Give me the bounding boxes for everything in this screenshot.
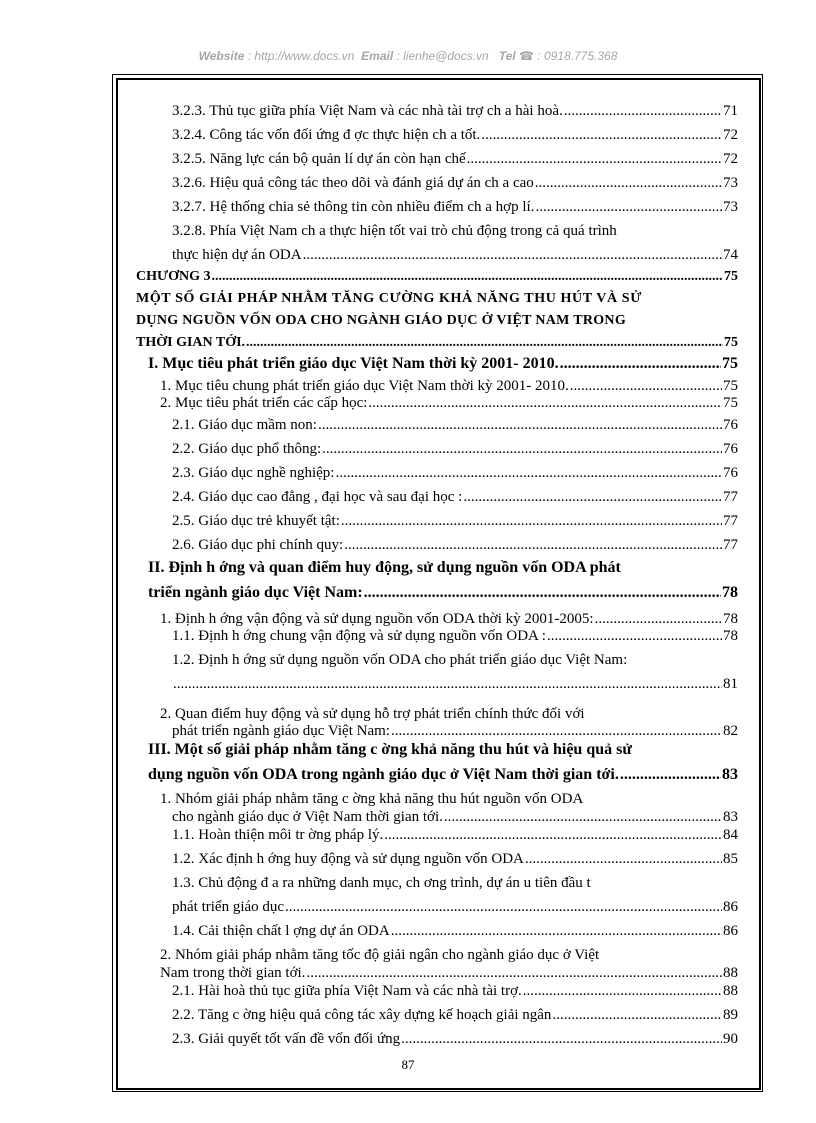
toc-entry-title: CHƯƠNG 3 xyxy=(136,269,211,284)
toc-entry-title: 1.1. Định h ớng chung vận động và sử dụng nguồn vốn ODA : xyxy=(172,628,546,644)
phone-number: : 0918.775.368 xyxy=(537,49,618,63)
toc-entry[interactable] xyxy=(172,850,738,868)
toc-entry[interactable] xyxy=(172,536,738,554)
toc-entry-title: 1. Định h ớng vận động và sử dụng nguồn vốn ODA thời kỳ 2001-2005: xyxy=(160,611,594,627)
toc-entry-page: 75 xyxy=(722,355,738,372)
toc-entry-page: 86 xyxy=(723,899,738,915)
toc-entry-title: 3.2.6. Hiệu quả công tác theo dõi và đánh giá dự án ch a cao xyxy=(172,175,534,191)
toc-entry[interactable] xyxy=(172,627,738,645)
toc-entry-title: 1.4. Cải thiện chất l ợng dự án ODA xyxy=(172,923,390,939)
chapter-heading[interactable] xyxy=(136,268,738,286)
toc-entry-page: 75 xyxy=(723,378,738,394)
toc-entry-page: 84 xyxy=(723,827,738,843)
toc-entry[interactable] xyxy=(172,416,738,434)
phone-icon: ☎ xyxy=(519,49,534,63)
page-number: 87 xyxy=(401,1057,415,1072)
toc-entry-title[interactable]: 1.2. Định h ớng sử dụng nguồn vốn ODA cho phát triển giáo dục Việt Nam: xyxy=(172,652,628,668)
toc-entry-title: 2.6. Giáo dục phi chính quy: xyxy=(172,537,344,553)
website-label: Website xyxy=(198,49,245,63)
toc-entry-title: 3.2.4. Công tác vốn đối ứng đ ợc thực hiện ch a tốt. xyxy=(172,127,481,143)
toc-entry[interactable] xyxy=(172,464,738,482)
toc-entry[interactable] xyxy=(160,964,738,982)
toc-entry-page: 86 xyxy=(723,923,738,939)
toc-entry-title: THỜI GIAN TỚI. xyxy=(136,335,246,350)
toc-entry-page: 90 xyxy=(723,1031,738,1047)
toc-entry-title[interactable]: 2. Nhóm giải pháp nhằm tăng tốc độ giải ngân cho ngành giáo dục ở Việt xyxy=(160,947,600,963)
toc-entry-title[interactable]: 3.2.8. Phía Việt Nam ch a thực hiện tốt vai trò chủ động trong cả quá trình xyxy=(172,223,617,239)
toc-entry[interactable] xyxy=(172,808,738,826)
toc-entry[interactable] xyxy=(172,150,738,168)
toc-entry-page: 75 xyxy=(723,395,738,411)
toc-entry-title[interactable]: 1. Nhóm giải pháp nhằm tăng c ờng khả năng thu hút nguồn vốn ODA xyxy=(160,791,584,807)
chapter-title-line: MỘT SỐ GIẢI PHÁP NHẰM TĂNG CƯỜNG KHẢ NĂNG THU HÚT VÀ SỬ xyxy=(136,291,642,306)
website-url[interactable]: : http://www.docs.vn xyxy=(247,49,355,63)
toc-entry-page: 76 xyxy=(723,465,738,481)
section-heading[interactable] xyxy=(148,355,738,373)
toc-entry[interactable] xyxy=(172,982,738,1000)
toc-entry-page: 78 xyxy=(723,611,738,627)
toc-entry-title: 1.2. Xác định h ớng huy động và sử dụng nguồn vốn ODA xyxy=(172,851,524,867)
toc-entry-title: 2.5. Giáo dục trẻ khuyết tật: xyxy=(172,513,340,529)
toc-entry-title: 2.3. Giáo dục nghề nghiệp: xyxy=(172,465,335,481)
toc-entry-title: I. Mục tiêu phát triển giáo dục Việt Nam thời kỳ 2001- 2010. xyxy=(148,355,559,372)
toc-entry-page: 83 xyxy=(722,766,738,783)
toc-entry-page: 76 xyxy=(723,417,738,433)
toc-entry-page: 81 xyxy=(723,676,738,692)
toc-entry[interactable] xyxy=(172,126,738,144)
toc-entry-page: 72 xyxy=(723,151,738,167)
toc-entry-title: 3.2.5. Năng lực cán bộ quản lí dự án còn hạn chế xyxy=(172,151,466,167)
toc-entry-title[interactable]: 2. Quan điểm huy động và sử dụng hỗ trợ phát triển chính thức đối với xyxy=(160,706,585,722)
toc-entry-title: 2.4. Giáo dục cao đẳng , đại học và sau đại học : xyxy=(172,489,463,505)
toc-entry-title: cho ngành giáo dục ở Việt Nam thời gian tới. xyxy=(172,809,443,825)
toc-entry[interactable] xyxy=(160,377,738,395)
toc-entry-title[interactable]: 1.3. Chủ động đ a ra những danh mục, ch ơng trình, dự án u tiên đầu t xyxy=(172,875,591,891)
toc-entry-page: 85 xyxy=(723,851,738,867)
toc-entry[interactable] xyxy=(172,198,738,216)
toc-entry[interactable] xyxy=(160,610,738,628)
toc-entry-title: 1. Mục tiêu chung phát triển giáo dục Việt Nam thời kỳ 2001- 2010. xyxy=(160,378,569,394)
toc-entry[interactable] xyxy=(172,1006,738,1024)
toc-entry[interactable] xyxy=(172,898,738,916)
toc-entry-page: 88 xyxy=(723,983,738,999)
toc-entry[interactable] xyxy=(136,334,738,352)
toc-entry-title: dụng nguồn vốn ODA trong ngành giáo dục ở Việt Nam thời gian tới. xyxy=(148,766,619,783)
toc-entry[interactable] xyxy=(172,512,738,530)
toc-entry-title: Nam trong thời gian tới. xyxy=(160,965,306,981)
toc-entry-page: 75 xyxy=(724,269,738,284)
toc-entry-title: triển ngành giáo dục Việt Nam: xyxy=(148,584,363,601)
toc-entry-page: 83 xyxy=(723,809,738,825)
toc-entry-page: 77 xyxy=(723,513,738,529)
toc-entry-page: 78 xyxy=(722,584,738,601)
toc-entry[interactable] xyxy=(172,675,738,693)
toc-entry-page: 73 xyxy=(723,175,738,191)
toc-entry-title: 1.1. Hoàn thiện môi tr ờng pháp lý. xyxy=(172,827,384,843)
toc-entry[interactable] xyxy=(172,440,738,458)
toc-entry-page: 72 xyxy=(723,127,738,143)
toc-entry[interactable] xyxy=(160,394,738,412)
toc-entry-title: 3.2.7. Hệ thống chia sẻ thông tin còn nhiều điểm ch a hợp lí. xyxy=(172,199,535,215)
toc-entry-title: 2.3. Giải quyết tốt vấn đề vốn đối ứng xyxy=(172,1031,401,1047)
toc-entry[interactable] xyxy=(172,722,738,740)
toc-entry-title: 3.2.3. Thủ tục giữa phía Việt Nam và các nhà tài trợ ch a hài hoà. xyxy=(172,103,563,119)
toc-entry-title: 2.1. Giáo dục mầm non: xyxy=(172,417,317,433)
toc-entry-page: 77 xyxy=(723,537,738,553)
toc-entry[interactable] xyxy=(172,826,738,844)
toc-entry[interactable] xyxy=(172,488,738,506)
section-heading[interactable]: III. Một số giải pháp nhằm tăng c ờng khả năng thu hút và hiệu quả sử xyxy=(148,741,632,758)
toc-entry[interactable] xyxy=(148,584,738,602)
toc-entry-title: thực hiện dự án ODA xyxy=(172,247,302,263)
toc-entry-page: 75 xyxy=(724,335,738,350)
toc-entry[interactable] xyxy=(172,102,738,120)
toc-entry-page: 89 xyxy=(723,1007,738,1023)
toc-entry[interactable] xyxy=(172,1030,738,1048)
toc-entry-page: 76 xyxy=(723,441,738,457)
toc-entry-page: 73 xyxy=(723,199,738,215)
toc-entry-page: 88 xyxy=(723,965,738,981)
toc-entry-title: 2.2. Tăng c ờng hiệu quả công tác xây dựng kế hoạch giải ngân xyxy=(172,1007,552,1023)
toc-entry-title: 2. Mục tiêu phát triển các cấp học: xyxy=(160,395,368,411)
toc-entry-title: 2.2. Giáo dục phổ thông: xyxy=(172,441,322,457)
email-address[interactable]: : lienhe@docs.vn xyxy=(396,49,489,63)
toc-entry-title: phát triển giáo dục xyxy=(172,899,285,915)
toc-entry-page: 71 xyxy=(723,103,738,119)
email-label: Email xyxy=(361,49,394,63)
toc-entry[interactable] xyxy=(172,174,738,192)
toc-entry[interactable] xyxy=(172,246,738,264)
toc-entry-page: 82 xyxy=(723,723,738,739)
tel-label: Tel xyxy=(498,49,516,63)
section-heading[interactable]: II. Định h ớng và quan điểm huy động, sử dụng nguồn vốn ODA phát xyxy=(148,559,621,576)
chapter-title-line: DỤNG NGUỒN VỐN ODA CHO NGÀNH GIÁO DỤC Ở VIỆT NAM TRONG xyxy=(136,313,627,328)
toc-entry-page: 74 xyxy=(723,247,738,263)
toc-entry[interactable] xyxy=(148,766,738,784)
toc-entry[interactable] xyxy=(172,922,738,940)
toc-entry-page: 78 xyxy=(723,628,738,644)
toc-entry-page: 77 xyxy=(723,489,738,505)
toc-entry-title: phát triển ngành giáo dục Việt Nam: xyxy=(172,723,390,739)
toc-entry-title: 2.1. Hài hoà thủ tục giữa phía Việt Nam và các nhà tài trợ. xyxy=(172,983,522,999)
